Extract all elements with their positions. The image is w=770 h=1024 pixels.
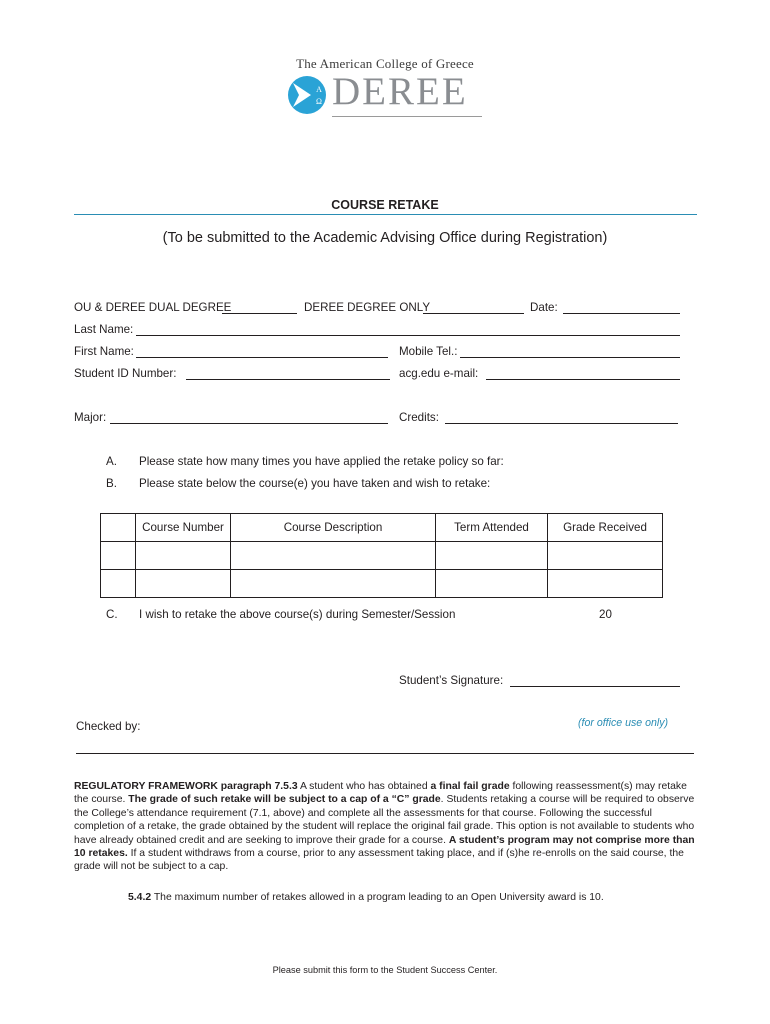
credits-field[interactable] [445,423,678,424]
form-title: COURSE RETAKE [331,198,439,212]
question-a-text: Please state how many times you have applied the retake policy so far: [139,455,504,468]
logo-letter-alpha: A [316,85,322,94]
reg-bold-cap: The grade of such retake will be subject to a cap of a “C” grade [128,794,441,806]
signature-field[interactable] [510,686,680,687]
footer-note: Please submit this form to the Student Success Center. [272,965,498,975]
row-2-term-attended-cell[interactable] [436,570,548,598]
header-course-description: Course Description [231,514,436,542]
course-table [100,513,663,598]
row-1-course-description-cell[interactable] [231,542,436,570]
institution-name: The American College of Greece [296,56,474,71]
regulatory-framework-paragraph [74,780,700,874]
row-2-grade-received-cell[interactable] [548,570,663,598]
question-c-text: I wish to retake the above course(s) during Semester/Session [139,608,456,621]
table-header-row [101,514,663,542]
date-field[interactable] [563,313,680,314]
question-a-marker: A. [106,455,117,468]
deree-logo-icon [287,75,331,120]
title-divider [74,214,697,215]
last-name-field[interactable] [136,335,680,336]
form-subtitle: (To be submitted to the Academic Advising Office during Registration) [162,230,608,246]
question-b-marker: B. [106,477,117,490]
deree-wordmark: DEREE [332,70,468,113]
row-1-index-cell [101,542,136,570]
last-name-label: Last Name: [74,323,134,336]
row-1-term-attended-cell[interactable] [436,542,548,570]
email-label: acg.edu e-mail: [399,367,479,380]
dual-degree-field[interactable] [222,313,297,314]
major-label: Major: [74,411,107,424]
deree-only-label: DEREE DEGREE ONLY [304,301,431,314]
reg-text-3: . Students retaking a course will be required to observe the College’s attendance requirement (7.1, above) and complete all the assessments for that course. Following the successful completion of a retake, the grade obtained by the student will replace the original fail grade. This option is not available to students who have already obtained credit and are seeking to improve their grade for a course. [74,794,695,846]
student-id-label: Student ID Number: [74,367,177,380]
first-name-label: First Name: [74,345,134,358]
row-2-course-description-cell[interactable] [231,570,436,598]
date-label: Date: [530,301,558,314]
header-grade-received: Grade Received [548,514,663,542]
email-field[interactable] [486,379,680,380]
first-name-field[interactable] [136,357,388,358]
row-1-course-number-cell[interactable] [136,542,231,570]
logo-underline [332,116,482,117]
reg-text-1: A student who has obtained [297,781,431,792]
header-course-number: Course Number [136,514,231,542]
reg-bold-fail-grade: a final fail grade [430,781,510,792]
question-c-marker: C. [106,608,118,621]
reg-bold-max-retakes: A student’s program may not comprise more than 10 retakes. [74,834,695,860]
row-1-grade-received-cell[interactable] [548,542,663,570]
signature-label: Student’s Signature: [399,674,504,687]
rule-542 [128,892,604,903]
major-field[interactable] [110,423,388,424]
question-b-text: Please state below the course(e) you have taken and wish to retake: [139,477,491,490]
row-2-course-number-cell[interactable] [136,570,231,598]
rule-number: 5.4.2 [128,892,152,903]
year-prefix: 20 [599,608,612,621]
reg-text-2: following reassessment(s) may retake the course. [74,781,687,806]
logo-letter-omega: Ω [316,97,322,106]
table-row [101,542,663,570]
student-id-field[interactable] [186,379,390,380]
checked-by-label: Checked by: [76,720,141,733]
mobile-label: Mobile Tel.: [399,345,458,358]
deree-only-field[interactable] [423,313,524,314]
header-term-attended: Term Attended [436,514,548,542]
row-2-index-cell [101,570,136,598]
table-blank-header [101,514,136,542]
table-row [101,570,663,598]
mobile-field[interactable] [460,357,680,358]
checked-by-field[interactable] [76,753,694,754]
dual-degree-label: OU & DEREE DUAL DEGREE [74,301,232,314]
rule-text: The maximum number of retakes allowed in a program leading to an Open University award is 10. [151,892,604,903]
reg-text-4: If a student withdraws from a course, prior to any assessment taking place, and if (s)he re-enrolls on the said course, the grade will not be subject to a cap. [74,848,684,873]
credits-label: Credits: [399,411,439,424]
reg-heading: REGULATORY FRAMEWORK paragraph 7.5.3 [74,781,298,792]
office-use-note: (for office use only) [578,717,669,729]
